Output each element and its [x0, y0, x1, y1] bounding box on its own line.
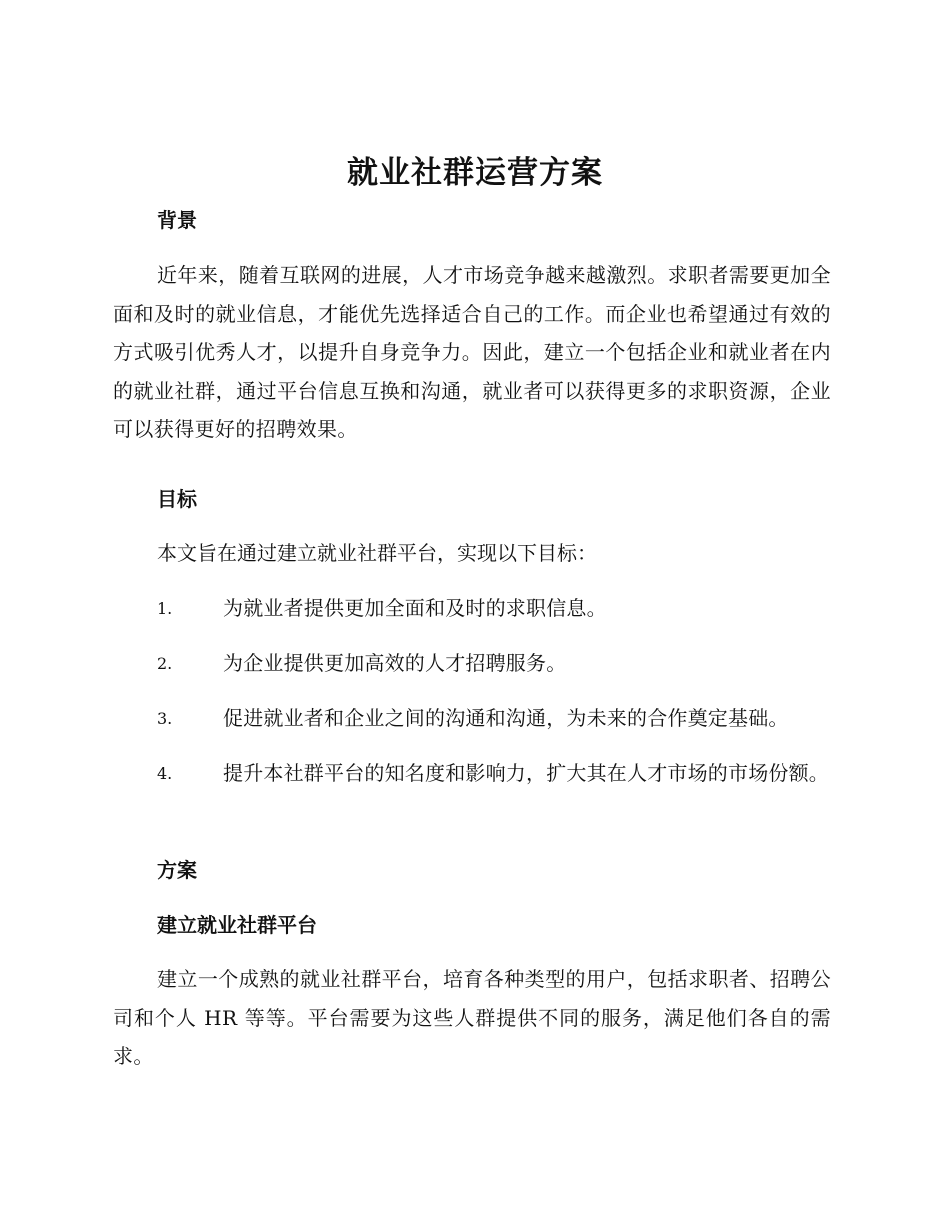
document-title: 就业社群运营方案 [347, 155, 603, 191]
list-item [113, 698, 831, 739]
goals-intro: 本文旨在通过建立就业社群平台，实现以下目标： [157, 541, 597, 565]
list-item-text: 为就业者提供更加全面和及时的求职信息。 [223, 596, 607, 620]
background-paragraph: 近年来，随着互联网的进展，人才市场竞争越来越激烈。求职者需要更加全面和及时的就业信息，才能优先选择适合自己的工作。而企业也希望通过有效的方式吸引优秀人才，以提升自身竞争力。因此，建立一个包括企业和就业者在内的就业社群，通过平台信息互换和沟通，就业者可以获得更多的求职资源，企业可以获得更好的招聘效果。 [113, 263, 831, 441]
list-item-number: 3. [157, 709, 173, 728]
plan-paragraph: 建立一个成熟的就业社群平台，培育各种类型的用户，包括求职者、招聘公司和个人 HR 等等。平台需要为这些人群提供不同的服务，满足他们各自的需求。 [113, 967, 831, 1068]
section-heading-goals: 目标 [157, 487, 197, 511]
section-heading-background: 背景 [157, 208, 197, 232]
list-item [113, 588, 831, 629]
section-heading-plan: 方案 [157, 858, 197, 882]
list-item [113, 753, 831, 794]
list-item-text: 提升本社群平台的知名度和影响力，扩大其在人才市场的市场份额。 [223, 761, 829, 785]
list-item-number: 2. [157, 654, 173, 673]
list-item-number: 4. [157, 764, 173, 783]
list-item-text: 促进就业者和企业之间的沟通和沟通，为未来的合作奠定基础。 [223, 706, 789, 730]
subheading-build-platform: 建立就业社群平台 [157, 913, 317, 937]
list-item-number: 1. [157, 599, 173, 618]
list-item [113, 643, 831, 684]
list-item-text: 为企业提供更加高效的人才招聘服务。 [223, 651, 567, 675]
